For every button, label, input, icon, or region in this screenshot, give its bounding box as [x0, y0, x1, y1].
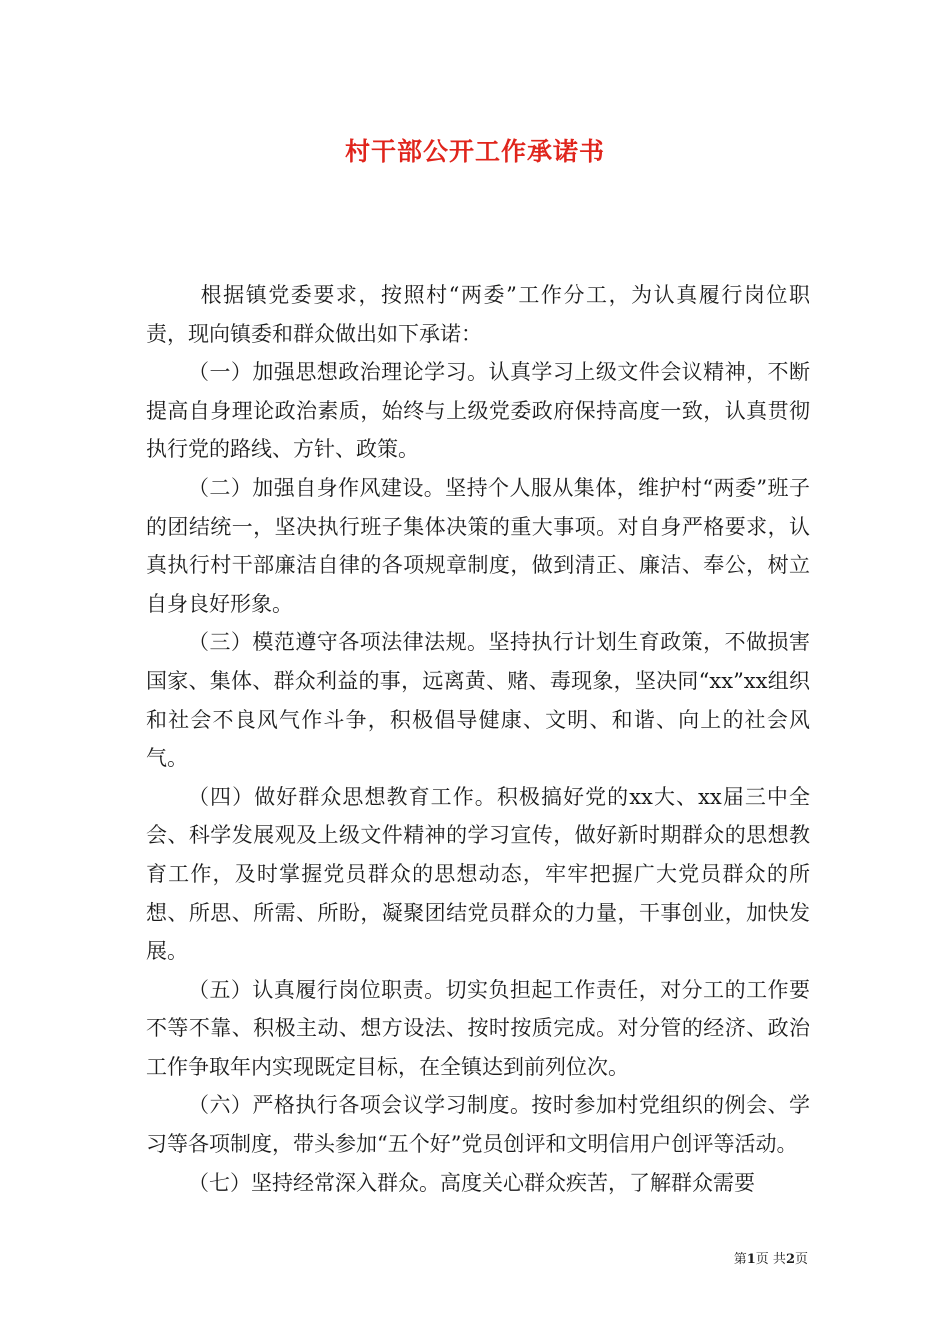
- page-current: 1: [746, 1252, 756, 1267]
- paragraph-item-6: （六）严格执行各项会议学习制度。按时参加村党组织的例会、学习等各项制度，带头参加“五个好”党员创评和文明信用户创评等活动。: [146, 1093, 810, 1157]
- paragraph-item-2: （二）加强自身作风建设。坚持个人服从集体，维护村“两委”班子的团结统一，坚决执行班子集体决策的重大事项。对自身严格要求，认真执行村干部廉洁自律的各项规章制度，做到清正、廉洁、奉公，树立自身良好形象。: [146, 475, 810, 616]
- page-prefix: 第: [733, 1252, 747, 1267]
- page-mid: 页 共: [755, 1252, 786, 1267]
- page-total: 2: [785, 1252, 795, 1267]
- page-number: [734, 1248, 808, 1267]
- paragraph-item-1: （一）加强思想政治理论学习。认真学习上级文件会议精神，不断提高自身理论政治素质，始终与上级党委政府保持高度一致，认真贯彻执行党的路线、方针、政策。: [146, 360, 810, 462]
- paragraph-item-4: （四）做好群众思想教育工作。积极搞好党的xx大、xx届三中全会、科学发展观及上级文件精神的学习宣传，做好新时期群众的思想教育工作，及时掌握党员群众的思想动态，牢牢把握广大党员群众的所想、所思、所需、所盼，凝聚团结党员群众的力量，干事创业，加快发展。: [146, 784, 810, 964]
- paragraph-item-5: （五）认真履行岗位职责。切实负担起工作责任，对分工的工作要不等不靠、积极主动、想方设法、按时按质完成。对分管的经济、政治工作争取年内实现既定目标，在全镇达到前列位次。: [146, 977, 810, 1079]
- document-title: 村干部公开工作承诺书: [344, 137, 605, 166]
- document-body: [146, 276, 810, 1202]
- paragraph-intro: 根据镇党委要求，按照村“两委”工作分工，为认真履行岗位职责，现向镇委和群众做出如下承诺：: [146, 283, 810, 346]
- page-suffix: 页: [794, 1252, 808, 1267]
- paragraph-item-7: （七）坚持经常深入群众。高度关心群众疾苦，了解群众需要: [188, 1170, 755, 1195]
- paragraph-item-3: （三）模范遵守各项法律法规。坚持执行计划生育政策，不做损害国家、集体、群众利益的事，远离黄、赌、毒现象，坚决同“xx”xx组织和社会不良风气作斗争，积极倡导健康、文明、和谐、向上的社会风气。: [146, 630, 810, 771]
